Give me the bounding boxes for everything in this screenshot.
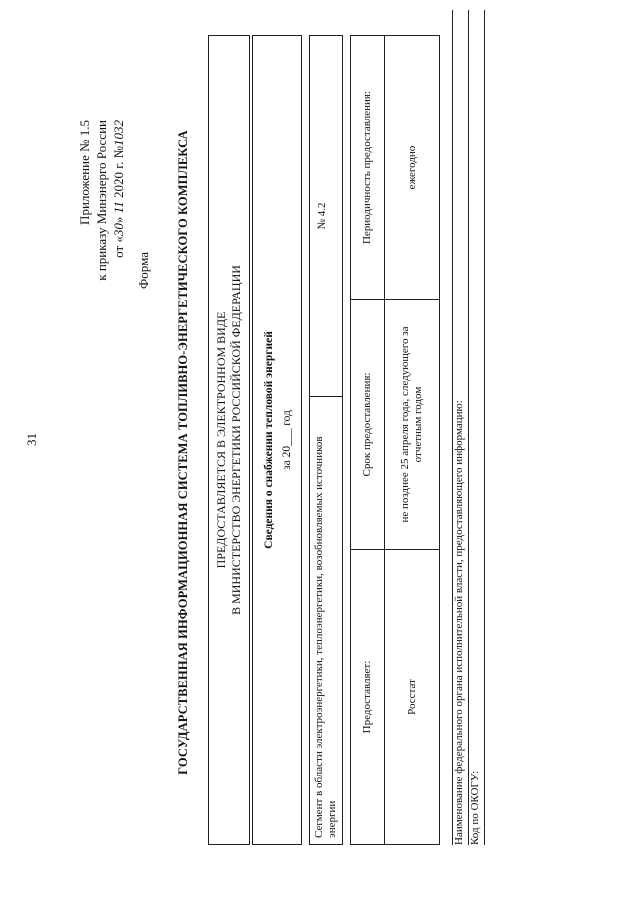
order-day: 30 (111, 223, 126, 237)
form-label: Форма (136, 252, 151, 289)
okogu-label: Код по ОКОГУ: (469, 770, 481, 845)
footer-divider-2 (468, 10, 469, 845)
main-title: ГОСУДАРСТВЕННАЯ ИНФОРМАЦИОННАЯ СИСТЕМА ТОПЛИВНО-ЭНЕРГЕТИЧЕСКОГО КОМПЛЕКСА (176, 130, 190, 775)
electronic-line-2: В МИНИСТЕРСТВО ЭНЕРГЕТИКИ РОССИЙСКОЙ ФЕДЕРАЦИИ (229, 265, 243, 615)
report-title: Сведения о снабжении тепловой энергией (263, 331, 275, 549)
value-provider: Росстат (385, 549, 439, 844)
electronic-submission-box (208, 35, 250, 845)
report-period: за 20___ год (281, 410, 293, 470)
segment-row (309, 35, 343, 845)
appendix-header (76, 120, 127, 281)
order-date: от «30» 11 2020 г. №1032 (111, 120, 126, 258)
authority-label: Наименование федерального органа исполнительной власти, предоставляющего информацию: (453, 400, 465, 845)
appendix-number: Приложение № 1.5 (77, 120, 92, 225)
value-deadline: не позднее 25 апреля года, следующего за отчетным годом (385, 299, 439, 549)
segment-code: № 4.2 (316, 202, 328, 230)
order-number: 1032 (111, 120, 126, 146)
submission-table (350, 35, 440, 845)
segment-text: Сегмент в области электроэнергетики, теплоэнергетики, возобновляемых источников энергии (310, 396, 342, 844)
header-provider: Предоставляет: (351, 549, 385, 844)
header-frequency: Периодичность предоставления: (351, 36, 385, 299)
report-title-box (252, 35, 302, 845)
footer-divider-3 (484, 10, 485, 845)
electronic-line-1: ПРЕДОСТАВЛЯЕТСЯ В ЭЛЕКТРОННОМ ВИДЕ (214, 311, 228, 569)
page-number: 31 (24, 433, 39, 446)
order-month: 11 (111, 201, 126, 214)
value-frequency: ежегодно (405, 145, 418, 190)
header-deadline: Срок предоставления: (351, 299, 385, 549)
order-reference: к приказу Минэнерго России (94, 120, 109, 281)
